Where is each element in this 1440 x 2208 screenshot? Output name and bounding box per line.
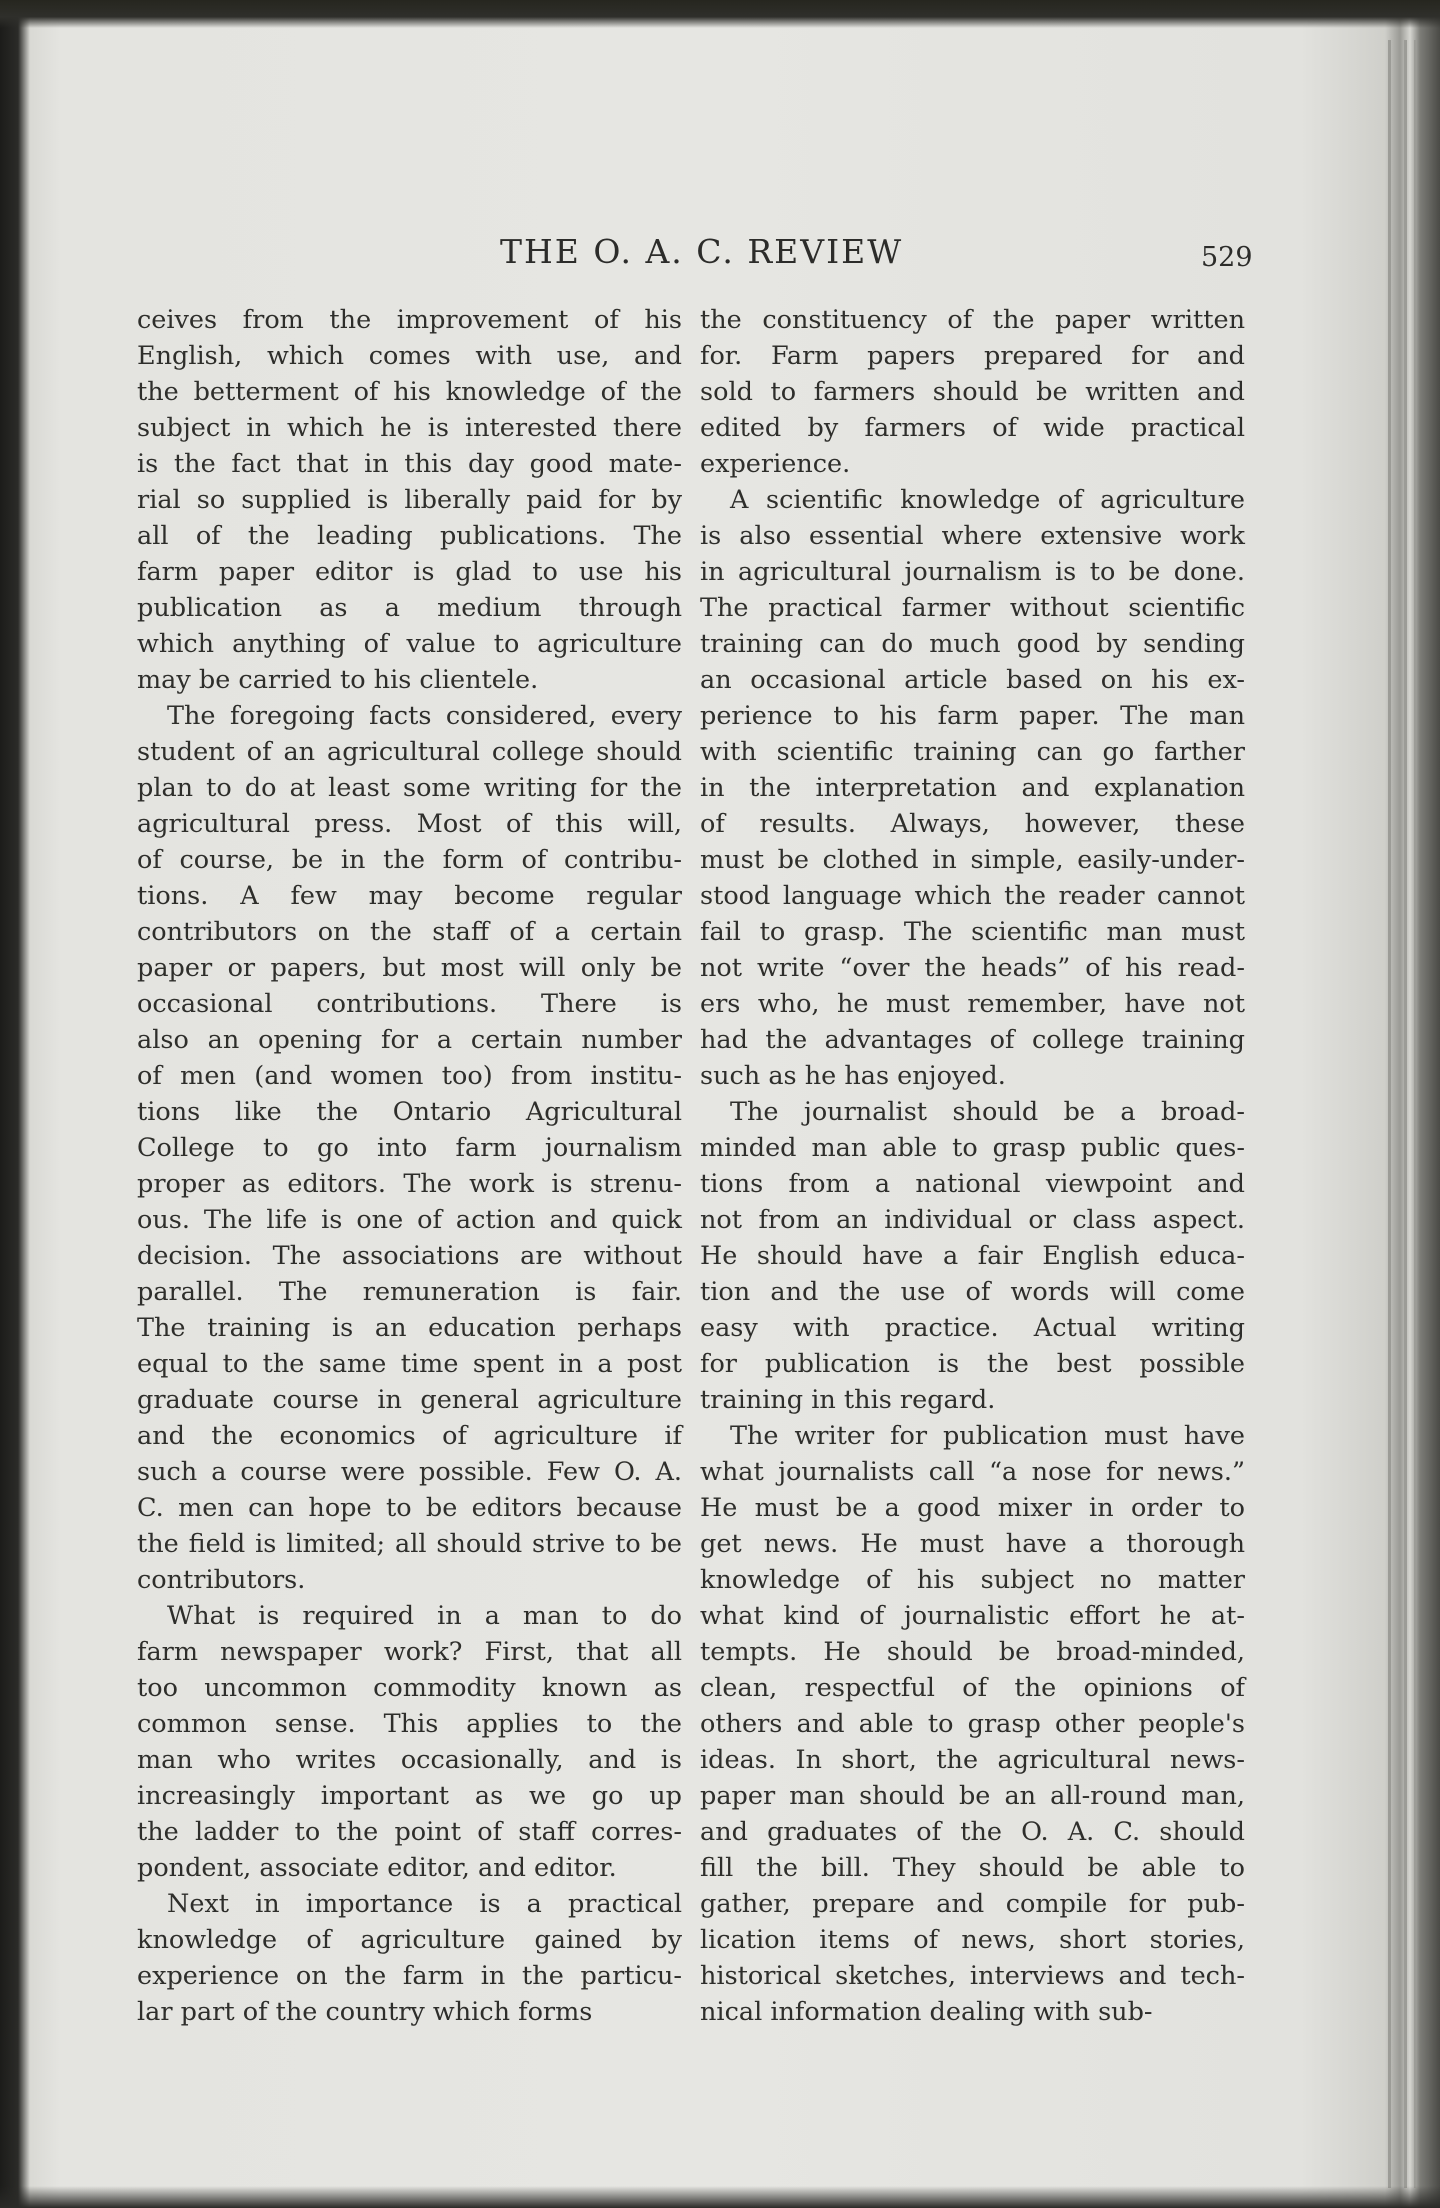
text-line: of results. Always, however, these (700, 809, 1245, 839)
text-line: such as he has enjoyed. (700, 1061, 1006, 1091)
text-line: tions. A few may become regular (137, 881, 682, 911)
page-edge (1388, 40, 1391, 2188)
journal-title: THE O. A. C. REVIEW (500, 232, 904, 271)
text-line: the betterment of his knowledge of the (137, 377, 682, 407)
text-line: fail to grasp. The scientific man must (700, 917, 1245, 947)
page-edge (1404, 40, 1407, 2188)
text-line: of men (and women too) from institu- (137, 1061, 682, 1091)
text-line: tions like the Ontario Agricultural (137, 1097, 682, 1127)
text-line: get news. He must have a thorough (700, 1529, 1245, 1559)
text-line: must be clothed in simple, easily-under- (700, 845, 1245, 875)
text-line: The training is an education perhaps (137, 1313, 682, 1343)
text-line: What is required in a man to do (167, 1601, 682, 1631)
text-line: experience. (700, 449, 851, 479)
text-line: minded man able to grasp public ques- (700, 1133, 1245, 1163)
text-line: in the interpretation and explanation (700, 773, 1245, 803)
text-line: The practical farmer without scientific (700, 593, 1245, 623)
text-line: what kind of journalistic effort he at- (700, 1601, 1245, 1631)
text-line: not write “over the heads” of his read- (700, 953, 1245, 983)
text-line: edited by farmers of wide practical (700, 413, 1245, 443)
text-line: publication as a medium through (137, 593, 682, 623)
text-line: the constituency of the paper written (700, 305, 1245, 335)
text-line: others and able to grasp other people's (700, 1709, 1245, 1739)
text-line: training can do much good by sending (700, 629, 1245, 659)
text-line: common sense. This applies to the (137, 1709, 682, 1739)
text-line: ideas. In short, the agricultural news- (700, 1745, 1245, 1775)
text-line: may be carried to his clientele. (137, 665, 539, 695)
text-line: the ladder to the point of staff corres- (137, 1817, 682, 1847)
text-line: proper as editors. The work is strenu- (137, 1169, 682, 1199)
text-line: the field is limited; all should strive to be (137, 1529, 682, 1559)
text-line: also an opening for a certain number (137, 1025, 682, 1055)
text-line: is also essential where extensive work (700, 521, 1245, 551)
text-line: with scientific training can go farther (700, 737, 1245, 767)
text-line: gather, prepare and compile for pub- (700, 1889, 1245, 1919)
text-line: nical information dealing with sub- (700, 1997, 1153, 2027)
text-line: tions from a national viewpoint and (700, 1169, 1245, 1199)
text-line: easy with practice. Actual writing (700, 1313, 1245, 1343)
text-line: an occasional article based on his ex- (700, 665, 1245, 695)
text-line: farm paper editor is glad to use his (137, 557, 682, 587)
text-line: graduate course in general agriculture (137, 1385, 682, 1415)
text-line: Next in importance is a practical (167, 1889, 682, 1919)
text-line: He must be a good mixer in order to (700, 1493, 1245, 1523)
text-line: for. Farm papers prepared for and (700, 341, 1245, 371)
text-line: subject in which he is interested there (137, 413, 682, 443)
text-line: in agricultural journalism is to be done. (700, 557, 1245, 587)
text-line: stood language which the reader cannot (700, 881, 1245, 911)
text-line: such a course were possible. Few O. A. (137, 1457, 682, 1487)
text-line: pondent, associate editor, and editor. (137, 1853, 617, 1883)
text-line: student of an agricultural college should (137, 737, 682, 767)
text-line: He should have a fair English educa- (700, 1241, 1245, 1271)
text-line: C. men can hope to be editors because (137, 1493, 682, 1523)
text-line: College to go into farm journalism (137, 1133, 682, 1163)
text-line: A scientific knowledge of agriculture (730, 485, 1245, 515)
text-line: fill the bill. They should be able to (700, 1853, 1245, 1883)
text-line: had the advantages of college training (700, 1025, 1245, 1055)
text-line: English, which comes with use, and (137, 341, 682, 371)
text-line: agricultural press. Most of this will, (137, 809, 682, 839)
text-line: equal to the same time spent in a post (137, 1349, 682, 1379)
text-line: ceives from the improvement of his (137, 305, 682, 335)
text-line: for publication is the best possible (700, 1349, 1245, 1379)
text-line: too uncommon commodity known as (137, 1673, 682, 1703)
text-line: perience to his farm paper. The man (700, 701, 1245, 731)
text-line: man who writes occasionally, and is (137, 1745, 682, 1775)
text-line: knowledge of his subject no matter (700, 1565, 1245, 1595)
text-line: farm newspaper work? First, that all (137, 1637, 682, 1667)
text-line: historical sketches, interviews and tech- (700, 1961, 1245, 1991)
text-line: contributors. (137, 1565, 306, 1595)
text-line: ers who, he must remember, have not (700, 989, 1245, 1019)
right-column (700, 302, 1245, 2030)
text-line: which anything of value to agriculture (137, 629, 682, 659)
left-column (137, 302, 682, 2030)
running-header (0, 232, 1440, 272)
text-line: all of the leading publications. The (137, 521, 682, 551)
text-line: is the fact that in this day good mate- (137, 449, 682, 479)
text-line: occasional contributions. There is (137, 989, 682, 1019)
text-line: not from an individual or class aspect. (700, 1205, 1245, 1235)
text-line: of course, be in the form of contribu- (137, 845, 682, 875)
text-line: paper man should be an all-round man, (700, 1781, 1245, 1811)
text-line: The journalist should be a broad- (730, 1097, 1245, 1127)
text-line: and graduates of the O. A. C. should (700, 1817, 1245, 1847)
text-line: tempts. He should be broad-minded, (700, 1637, 1245, 1667)
text-line: clean, respectful of the opinions of (700, 1673, 1245, 1703)
text-line: increasingly important as we go up (137, 1781, 682, 1811)
text-line: what journalists call “a nose for news.” (700, 1457, 1245, 1487)
text-line: parallel. The remuneration is fair. (137, 1277, 682, 1307)
text-line: The writer for publication must have (730, 1421, 1245, 1451)
page-edge (1414, 40, 1417, 2188)
text-line: lication items of news, short stories, (700, 1925, 1245, 1955)
text-line: training in this regard. (700, 1385, 996, 1415)
text-line: lar part of the country which forms (137, 1997, 593, 2027)
text-line: knowledge of agriculture gained by (137, 1925, 682, 1955)
text-line: ous. The life is one of action and quick (137, 1205, 682, 1235)
text-line: plan to do at least some writing for the (137, 773, 682, 803)
page-number: 529 (1201, 242, 1253, 273)
text-line: and the economics of agriculture if (137, 1421, 682, 1451)
text-line: tion and the use of words will come (700, 1277, 1245, 1307)
text-line: decision. The associations are without (137, 1241, 682, 1271)
text-line: The foregoing facts considered, every (167, 701, 682, 731)
text-line: experience on the farm in the particu- (137, 1961, 682, 1991)
text-line: paper or papers, but most will only be (137, 953, 682, 983)
text-line: contributors on the staff of a certain (137, 917, 682, 947)
text-line: rial so supplied is liberally paid for by (137, 485, 682, 515)
text-line: sold to farmers should be written and (700, 377, 1245, 407)
